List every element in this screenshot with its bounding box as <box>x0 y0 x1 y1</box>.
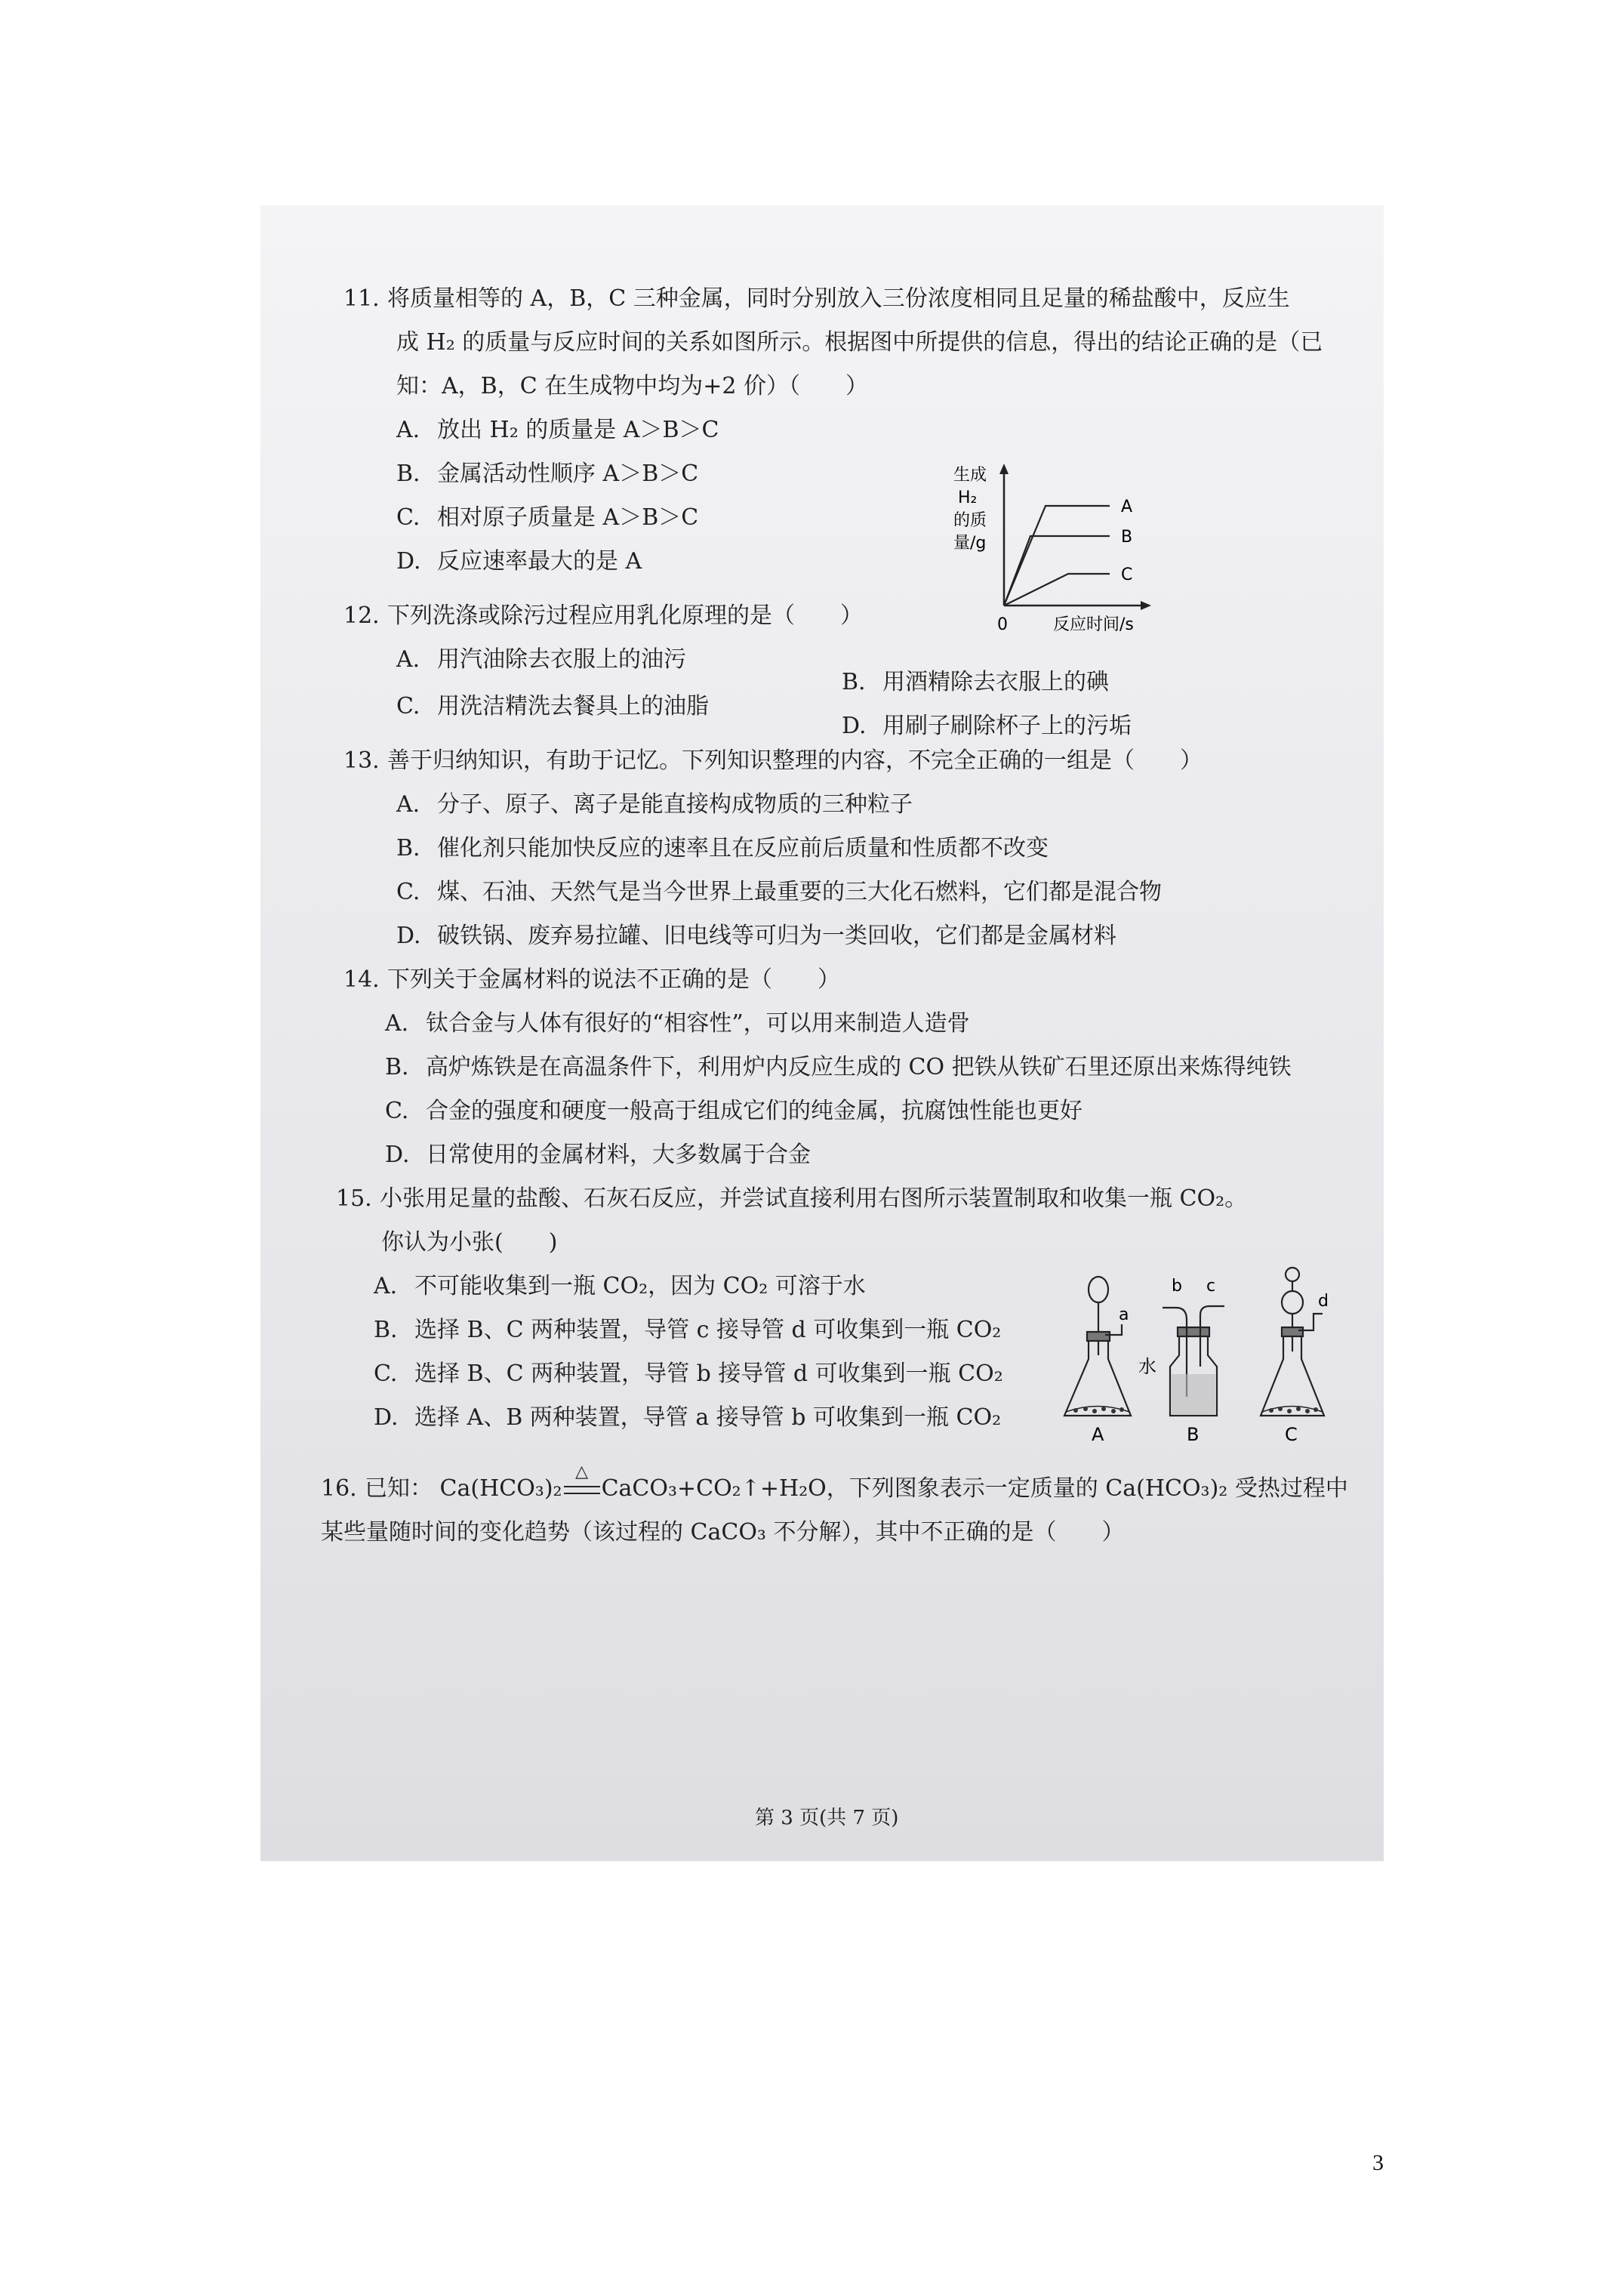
graph-y-arrow <box>999 464 1009 474</box>
question-text: 下列关于金属材料的说法不正确的是（ ） <box>387 966 840 993</box>
question-14 <box>343 965 840 995</box>
apparatus-c <box>1261 1268 1324 1416</box>
question-13 <box>343 746 1203 776</box>
q14-option-a: A. 钛合金与人体有很好的“相容性”，可以用来制造人造骨 <box>385 1010 970 1037</box>
graph-x-arrow <box>1141 601 1151 610</box>
graph-ylabel-3: 的质 <box>953 511 987 530</box>
q13-option-b: B. 催化剂只能加快反应的速率且在反应前后质量和性质都不改变 <box>396 835 1049 861</box>
question-15-line2: 你认为小张( ) <box>381 1229 558 1256</box>
q11-option-a: A. 放出 H₂ 的质量是 A＞B＞C <box>396 417 719 443</box>
graph-ylabel-2: H₂ <box>958 488 978 507</box>
water-fill <box>1172 1374 1215 1414</box>
apparatus-a <box>1064 1277 1131 1416</box>
h2-mass-time-graph <box>940 462 1166 643</box>
series-c-line <box>1004 574 1110 606</box>
series-a-line <box>1004 506 1110 606</box>
exam-sheet <box>260 205 1384 1861</box>
q12-option-c: C. 用洗洁精洗去餐具上的油脂 <box>396 693 709 720</box>
q12-option-a: A. 用汽油除去衣服上的油污 <box>396 646 686 673</box>
question-12 <box>343 601 863 631</box>
tube-label-c: c <box>1206 1277 1216 1296</box>
apparatus-label-a: A <box>1092 1424 1104 1445</box>
question-11-line1 <box>343 284 1290 314</box>
delta-symbol: △ <box>575 1462 589 1481</box>
question-number: 12. <box>343 603 380 629</box>
apparatus-label-c: C <box>1285 1424 1298 1445</box>
question-text: 将质量相等的 A，B，C 三种金属，同时分别放入三份浓度相同且足量的稀盐酸中，反应生 <box>387 285 1290 312</box>
question-16-line2: 某些量随时间的变化趋势（该过程的 CaCO₃ 不分解），其中不正确的是（ ） <box>321 1519 1125 1546</box>
q11-option-c: C. 相对原子质量是 A＞B＞C <box>396 504 699 531</box>
q15-option-d: D. 选择 A、B 两种装置，导管 a 接导管 b 可收集到一瓶 CO₂ <box>374 1404 1002 1431</box>
graph-ylabel-1: 生成 <box>953 466 987 485</box>
series-b-line <box>1004 536 1110 606</box>
q13-option-c: C. 煤、石油、天然气是当今世界上最重要的三大化石燃料，它们都是混合物 <box>396 879 1162 905</box>
series-b-label: B <box>1121 528 1133 547</box>
q12-option-d: D. 用刷子刷除杯子上的污垢 <box>842 713 1132 739</box>
heat-condition <box>562 1462 602 1504</box>
q15-option-b: B. 选择 B、C 两种装置，导管 c 接导管 d 可收集到一瓶 CO₂ <box>374 1317 1002 1343</box>
gas-apparatus-diagram <box>1049 1261 1351 1465</box>
tube-label-b: b <box>1172 1277 1182 1296</box>
q15-option-c: C. 选择 B、C 两种装置，导管 b 接导管 d 可收集到一瓶 CO₂ <box>374 1361 1003 1387</box>
q14-option-d: D. 日常使用的金属材料，大多数属于合金 <box>385 1142 811 1168</box>
question-lead: 已知： <box>365 1475 433 1502</box>
series-a-label: A <box>1121 498 1133 516</box>
question-11-line3: 知：A，B，C 在生成物中均为+2 价）（ ） <box>396 373 868 399</box>
graph-xlabel: 反应时间/s <box>1053 615 1134 634</box>
tube-label-d: d <box>1318 1292 1329 1311</box>
q11-option-d: D. 反应速率最大的是 A <box>396 548 642 575</box>
water-label: 水 <box>1138 1356 1156 1377</box>
question-15-line1 <box>336 1184 1247 1214</box>
question-number: 14. <box>343 966 380 993</box>
question-16-line1 <box>321 1462 1348 1504</box>
q13-option-d: D. 破铁锅、废弃易拉罐、旧电线等可归为一类回收，它们都是金属材料 <box>396 923 1116 949</box>
question-number: 15. <box>336 1185 372 1212</box>
tube-label-a: a <box>1119 1305 1129 1324</box>
page-footer: 第 3 页(共 7 页) <box>755 1807 899 1829</box>
q14-option-b: B. 高炉炼铁是在高温条件下，利用炉内反应生成的 CO 把铁从铁矿石里还原出来炼得纯铁 <box>385 1054 1292 1080</box>
question-text: 下列洗涤或除污过程应用乳化原理的是（ ） <box>387 603 863 629</box>
question-11-line2: 成 H₂ 的质量与反应时间的关系如图所示。根据图中所提供的信息，得出的结论正确的是（已 <box>396 329 1323 356</box>
question-number: 11. <box>343 285 380 312</box>
q12-option-b: B. 用酒精除去衣服上的碘 <box>842 669 1109 695</box>
page-number: 3 <box>1372 2150 1384 2175</box>
series-c-label: C <box>1121 566 1133 584</box>
reactant-formula: Ca(HCO₃)₂ <box>439 1475 562 1502</box>
question-number: 13. <box>343 747 380 774</box>
q11-option-b: B. 金属活动性顺序 A＞B＞C <box>396 461 699 487</box>
question-text: 善于归纳知识，有助于记忆。下列知识整理的内容，不完全正确的一组是（ ） <box>387 747 1203 774</box>
question-number: 16. <box>321 1475 357 1502</box>
q15-option-a: A. 不可能收集到一瓶 CO₂，因为 CO₂ 可溶于水 <box>374 1273 866 1299</box>
graph-ylabel-4: 量/g <box>953 534 987 553</box>
apparatus-label-b: B <box>1187 1424 1200 1445</box>
q13-option-a: A. 分子、原子、离子是能直接构成物质的三种粒子 <box>396 791 913 818</box>
question-text: CaCO₃+CO₂↑+H₂O，下列图象表示一定质量的 Ca(HCO₃)₂ 受热过程中 <box>601 1475 1348 1502</box>
q14-option-c: C. 合金的强度和硬度一般高于组成它们的纯金属，抗腐蚀性能也更好 <box>385 1098 1083 1124</box>
graph-origin: 0 <box>997 615 1008 634</box>
question-text: 小张用足量的盐酸、石灰石反应，并尝试直接利用右图所示装置制取和收集一瓶 CO₂。 <box>380 1185 1248 1212</box>
